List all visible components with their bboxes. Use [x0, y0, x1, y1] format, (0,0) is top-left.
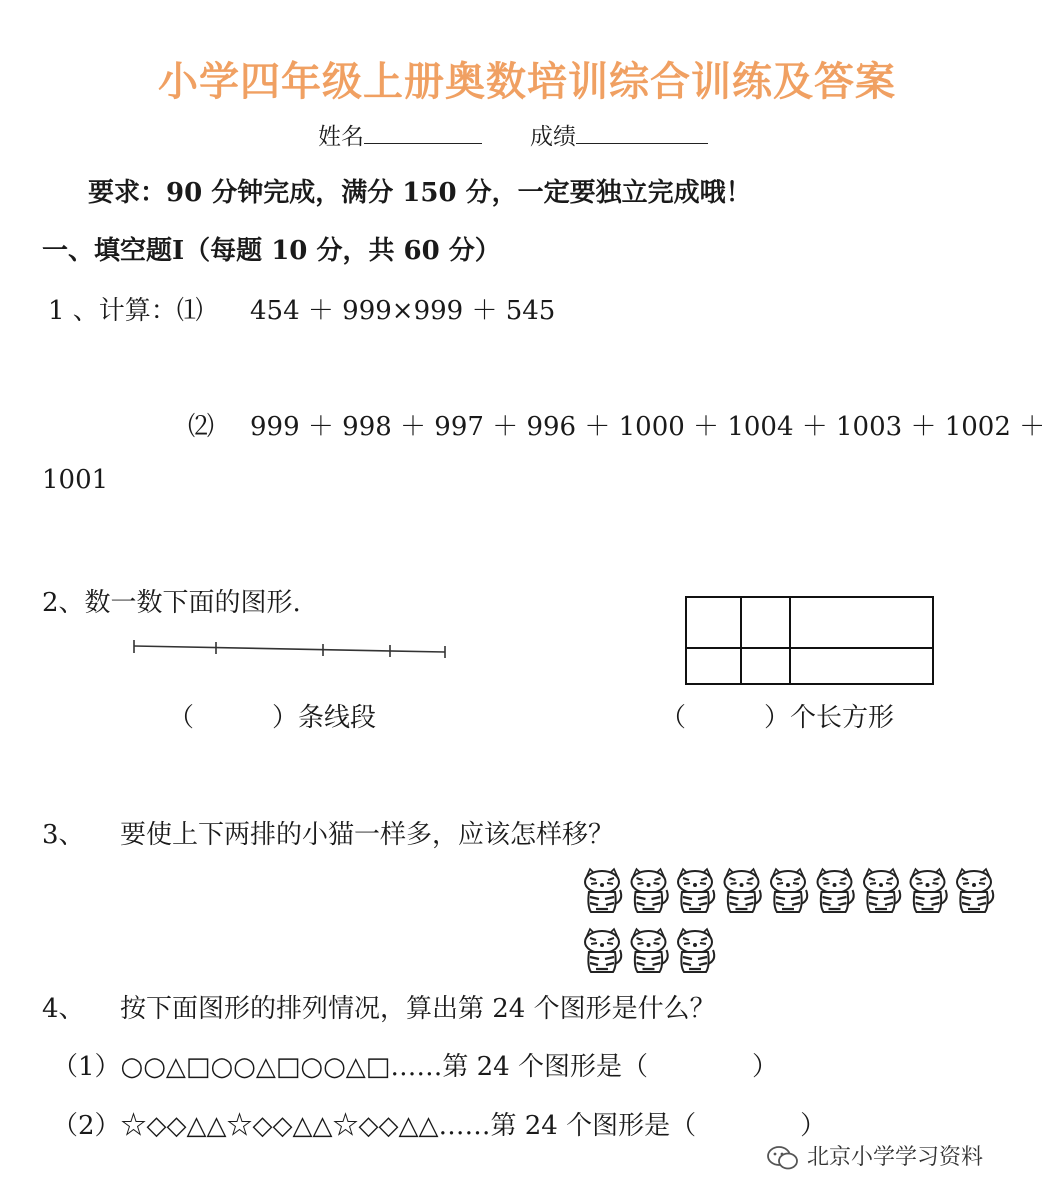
- q2-answer-segments: （ ）条线段: [168, 703, 377, 733]
- q4-sequence-1: （1）○○△□○○△□○○△□……第 24 个图形是（ ）: [52, 1052, 778, 1082]
- q3-number: 3、: [42, 820, 85, 850]
- section1-heading: 一、填空题Ⅰ（每题 10 分，共 60 分）: [42, 236, 501, 266]
- q4-number: 4、: [42, 994, 85, 1024]
- score-label: 成绩: [530, 124, 576, 150]
- q1-expression-1: 454 ＋ 999×999 ＋ 545: [250, 296, 556, 326]
- cat-top-9: [957, 869, 993, 912]
- wechat-icon: [766, 1145, 800, 1171]
- watermark-text: 北京小学学习资料: [807, 1145, 984, 1170]
- cat-top-6: [818, 869, 854, 912]
- q2-text: 2、数一数下面的图形.: [42, 588, 301, 618]
- cat-top-5: [771, 869, 807, 912]
- cat-bottom-1: [585, 929, 621, 972]
- cat-bottom-3: [678, 929, 714, 972]
- q1-expression-2: 999 ＋ 998 ＋ 997 ＋ 996 ＋ 1000 ＋ 1004 ＋ 1003 ＋ 1002 ＋: [250, 412, 1046, 442]
- cat-top-2: [632, 869, 668, 912]
- watermark: [766, 1140, 983, 1171]
- name-label: 姓名: [318, 124, 364, 150]
- page-title: 小学四年级上册奥数培训综合训练及答案: [158, 59, 896, 105]
- q2-answer-rectangles: （ ）个长方形: [660, 703, 895, 733]
- q1-sub2-label: ⑵: [188, 412, 215, 442]
- q4-text: 按下面图形的排列情况，算出第 24 个图形是什么？: [120, 994, 716, 1024]
- q1-label: 1 、计算：⑴: [48, 296, 203, 326]
- cat-top-3: [678, 869, 714, 912]
- cat-top-4: [725, 869, 761, 912]
- q1-expression-2-continued: 1001: [42, 465, 109, 495]
- cat-top-8: [911, 869, 947, 912]
- q3-text: 要使上下两排的小猫一样多，应该怎样移？: [120, 820, 615, 850]
- cat-top-1: [585, 869, 621, 912]
- cat-top-7: [864, 869, 900, 912]
- cat-bottom-2: [632, 929, 668, 972]
- q4-sequence-2: （2）☆◇◇△△☆◇◇△△☆◇◇△△……第 24 个图形是（ ）: [52, 1111, 827, 1141]
- requirement-text: 要求：90 分钟完成，满分 150 分，一定要独立完成哦！: [88, 178, 752, 208]
